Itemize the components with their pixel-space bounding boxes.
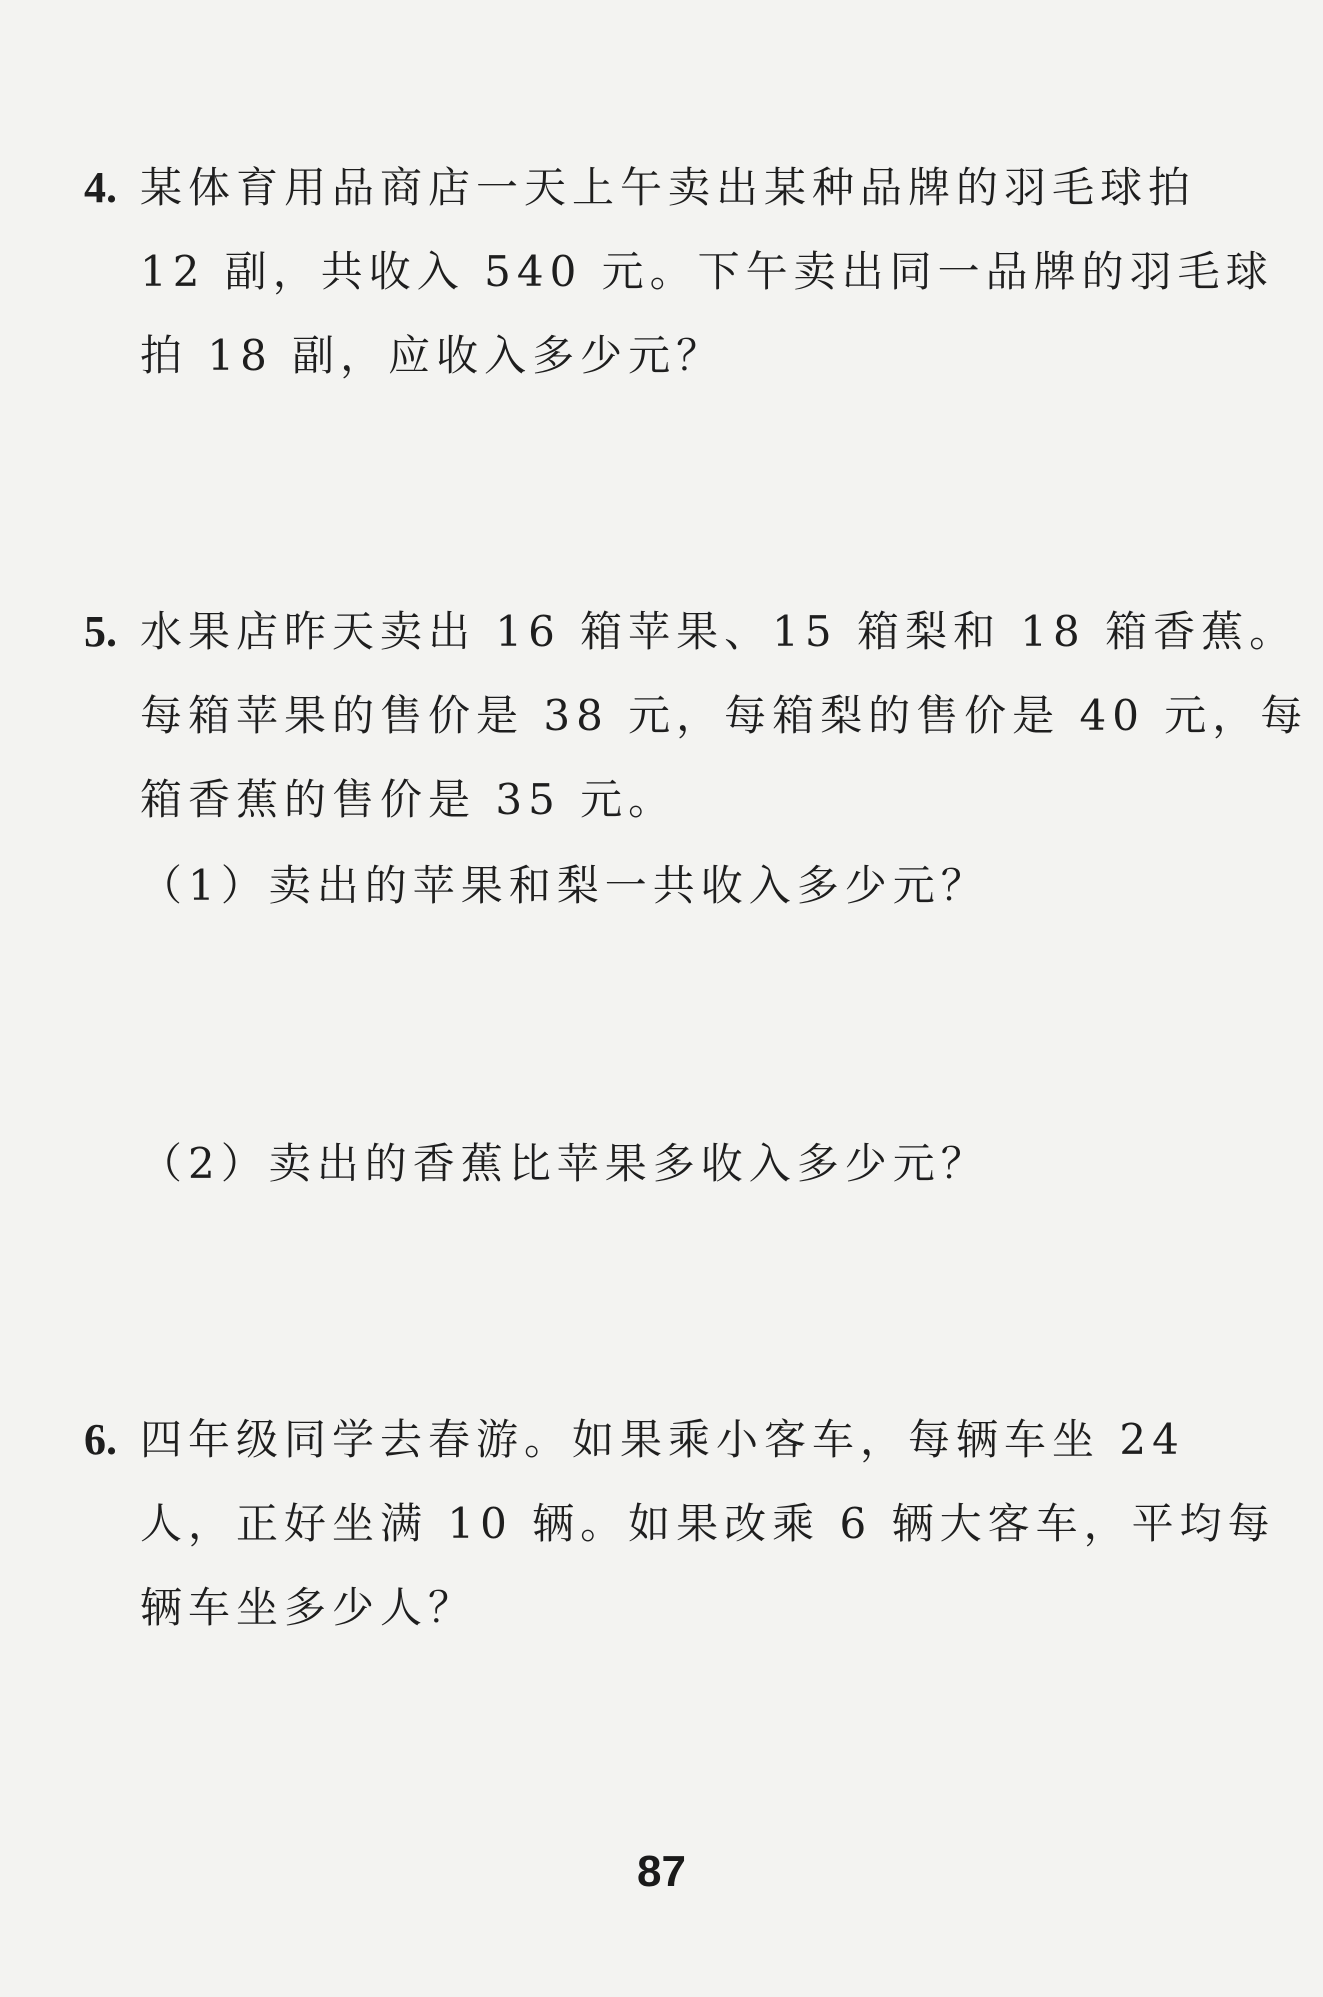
subquestion-2: （2）卖出的香蕉比苹果多收入多少元？	[140, 1139, 989, 1188]
problem-text-line: 水果店昨天卖出 16 箱苹果、15 箱梨和 18 箱香蕉。	[140, 607, 1298, 656]
problem-text-line: 箱香蕉的售价是 35 元。	[140, 775, 677, 824]
page-number: 87	[637, 1847, 686, 1896]
problem-number: 4.	[84, 163, 117, 212]
problem-text-line: 每箱苹果的售价是 38 元，每箱梨的售价是 40 元，每	[140, 691, 1309, 740]
problem-number: 6.	[84, 1415, 117, 1464]
problem-text-line: 辆车坐多少人？	[140, 1583, 477, 1632]
subquestion-1: （1）卖出的苹果和梨一共收入多少元？	[140, 861, 989, 910]
problem-text-line: 四年级同学去春游。如果乘小客车，每辆车坐 24	[140, 1415, 1185, 1464]
problem-number: 5.	[84, 607, 117, 656]
problem-text-line: 人，正好坐满 10 辆。如果改乘 6 辆大客车，平均每	[140, 1499, 1276, 1548]
problem-text-line: 12 副，共收入 540 元。下午卖出同一品牌的羽毛球	[140, 247, 1274, 296]
problem-text-line: 某体育用品商店一天上午卖出某种品牌的羽毛球拍	[140, 163, 1197, 212]
problem-text-line: 拍 18 副，应收入多少元？	[140, 331, 725, 380]
